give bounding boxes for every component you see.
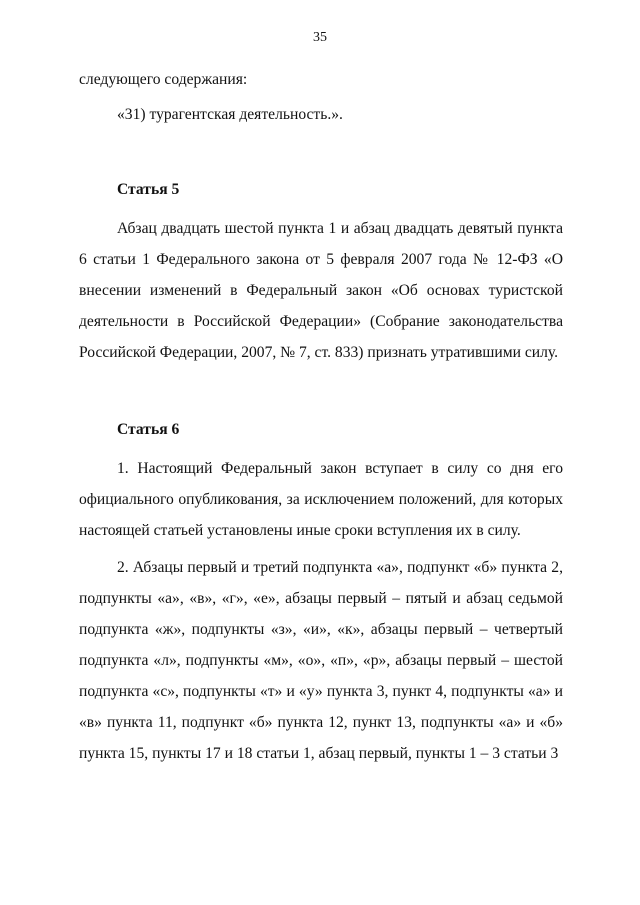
document-body xyxy=(79,64,563,769)
page-number: 35 xyxy=(313,30,327,45)
intro-line: следующего содержания: xyxy=(79,71,248,88)
article-6-paragraph-2: 2. Абзацы первый и третий подпункта «а», подпункт «б» пункта 2, подпункты «а», «в», «г», «е», абзацы первый – пятый и абзац седьмой подпункта «ж», подпункты «з», «и», «к», абзацы первый – четвертый подпункта «л», подпункты «м», «о», «п», «р», абзацы первый – шестой подпункта «с», подпункты «т» и «у» пункта 3, пункт 4, подпункты «а» и «в» пункта 11, подпункт «б» пункта 12, пункт 13, подпункты «а» и «б» пункта 15, пункты 17 и 18 статьи 1, абзац первый, пункты 1 – 3 статьи 3 xyxy=(79,559,563,762)
article-6-paragraph-1: 1. Настоящий Федеральный закон вступает в силу со дня его официального опубликования, за исключением положений, для которых настоящей статьей установлены иные сроки вступления их в силу. xyxy=(79,460,563,539)
article-5-paragraph: Абзац двадцать шестой пункта 1 и абзац двадцать девятый пункта 6 статьи 1 Федерального закона от 5 февраля 2007 года № 12-ФЗ «О внесении изменений в Федеральный закон «Об основах туристской деятельности в Российской Федерации» (Собрание законодательства Российской Федерации, 2007, № 7, ст. 833) признать утратившими силу. xyxy=(79,220,563,361)
intro-item: «31) турагентская деятельность.». xyxy=(117,106,343,123)
article-6-title: Статья 6 xyxy=(117,421,180,438)
article-5-title: Статья 5 xyxy=(117,181,180,198)
